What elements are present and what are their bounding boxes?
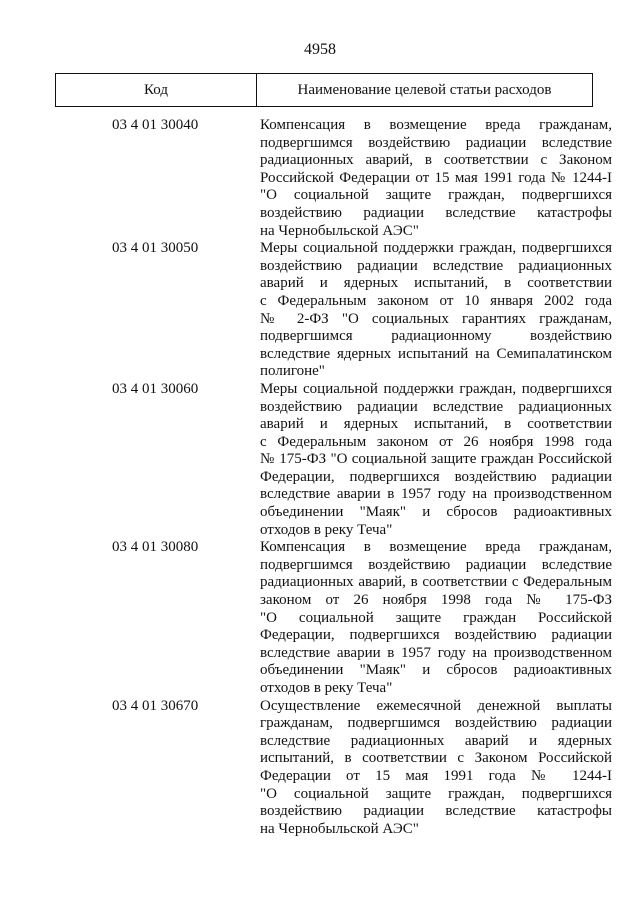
description-line: вследствие радиационных аварий и ядерных: [260, 732, 612, 749]
description-line: Федерации от 15 мая 1991 года № 1244-I: [260, 767, 612, 784]
description-line: Меры социальной поддержки граждан, подвергшихся: [260, 380, 612, 397]
description-line: "О социальной защите граждан, подвергшихся: [260, 785, 612, 802]
description-line: на Чернобыльской АЭС": [260, 222, 419, 239]
row-code: 03 4 01 30060: [112, 380, 199, 397]
row-code: 03 4 01 30670: [112, 697, 199, 714]
row-description: [260, 539, 612, 697]
table-row: [0, 117, 640, 240]
description-line: Компенсация в возмещение вреда гражданам,: [260, 539, 612, 556]
description-line: Компенсация в возмещение вреда гражданам,: [260, 117, 612, 133]
table-row: [0, 381, 640, 539]
description-line: объединении "Маяк" и сбросов радиоактивных: [260, 504, 612, 521]
description-line: вследствие ядерных испытаний на Семипалатинском: [260, 345, 612, 362]
description-line: Российской Федерации от 15 мая 1991 года № 1244-I: [260, 169, 612, 186]
description-line: вследствие аварии в 1957 году на производственном: [260, 486, 612, 503]
description-line: отходов в реку Теча": [260, 680, 393, 696]
description-line: Федерации, подвергшихся воздействию радиации: [260, 468, 612, 485]
description-line: подвергшимся воздействию радиации вследствие: [260, 134, 612, 151]
table-header: [55, 73, 593, 107]
row-code: 03 4 01 30040: [112, 117, 199, 133]
description-line: гражданам, подвергшимся воздействию радиации: [260, 715, 612, 732]
description-line: Меры социальной поддержки граждан, подвергшихся: [260, 240, 612, 257]
description-line: с Федеральным законом от 26 ноября 1998 года: [260, 433, 612, 450]
row-description: [260, 240, 612, 381]
description-line: Федерации, подвергшихся воздействию радиации: [260, 627, 612, 644]
description-line: "О социальной защите граждан, подвергшихся: [260, 187, 612, 204]
description-line: объединении "Маяк" и сбросов радиоактивных: [260, 662, 612, 679]
description-line: полигоне": [260, 363, 325, 380]
description-line: вследствие аварии в 1957 году на производственном: [260, 644, 612, 661]
description-line: аварий и ядерных испытаний, в соответствии: [260, 416, 612, 433]
description-line: подвергшимся воздействию радиации вследствие: [260, 556, 612, 573]
description-line: воздействию радиации вследствие радиационных: [260, 398, 612, 415]
description-line: № 175-ФЗ "О социальной защите граждан Российской: [260, 451, 612, 468]
description-line: аварий и ядерных испытаний, в соответствии: [260, 275, 612, 292]
description-line: Осуществление ежемесячной денежной выплаты: [260, 697, 612, 714]
header-name: Наименование целевой статьи расходов: [297, 82, 552, 98]
description-line: воздействию радиации вследствие катастрофы: [260, 803, 612, 820]
description-line: радиационных аварий, в соответствии с Законом: [260, 152, 612, 169]
description-line: "О социальной защите граждан Российской: [260, 609, 612, 626]
row-description: [260, 381, 612, 539]
description-line: воздействию радиации вследствие радиационных: [260, 257, 612, 274]
table-row: [0, 698, 640, 839]
table-body: [0, 117, 640, 838]
row-code: 03 4 01 30080: [112, 539, 199, 556]
row-code: 03 4 01 30050: [112, 240, 199, 257]
page-number: 4958: [304, 41, 336, 58]
description-line: с Федеральным законом от 10 января 2002 года: [260, 292, 612, 309]
table-row: [0, 240, 640, 381]
description-line: воздействию радиации вследствие катастрофы: [260, 204, 612, 221]
header-code: Код: [56, 74, 257, 106]
description-line: отходов в реку Теча": [260, 521, 393, 538]
description-line: радиационных аварий, в соответствии с Федеральным: [260, 574, 612, 591]
row-description: [260, 117, 612, 240]
description-line: испытаний, в соответствии с Законом Российской: [260, 750, 612, 767]
description-line: подвергшимся радиационному воздействию: [260, 328, 612, 345]
description-line: на Чернобыльской АЭС": [260, 820, 419, 837]
row-description: [260, 698, 612, 839]
description-line: законом от 26 ноября 1998 года № 175-ФЗ: [260, 592, 612, 609]
description-line: № 2-ФЗ "О социальных гарантиях гражданам,: [260, 310, 612, 327]
table-row: [0, 539, 640, 697]
